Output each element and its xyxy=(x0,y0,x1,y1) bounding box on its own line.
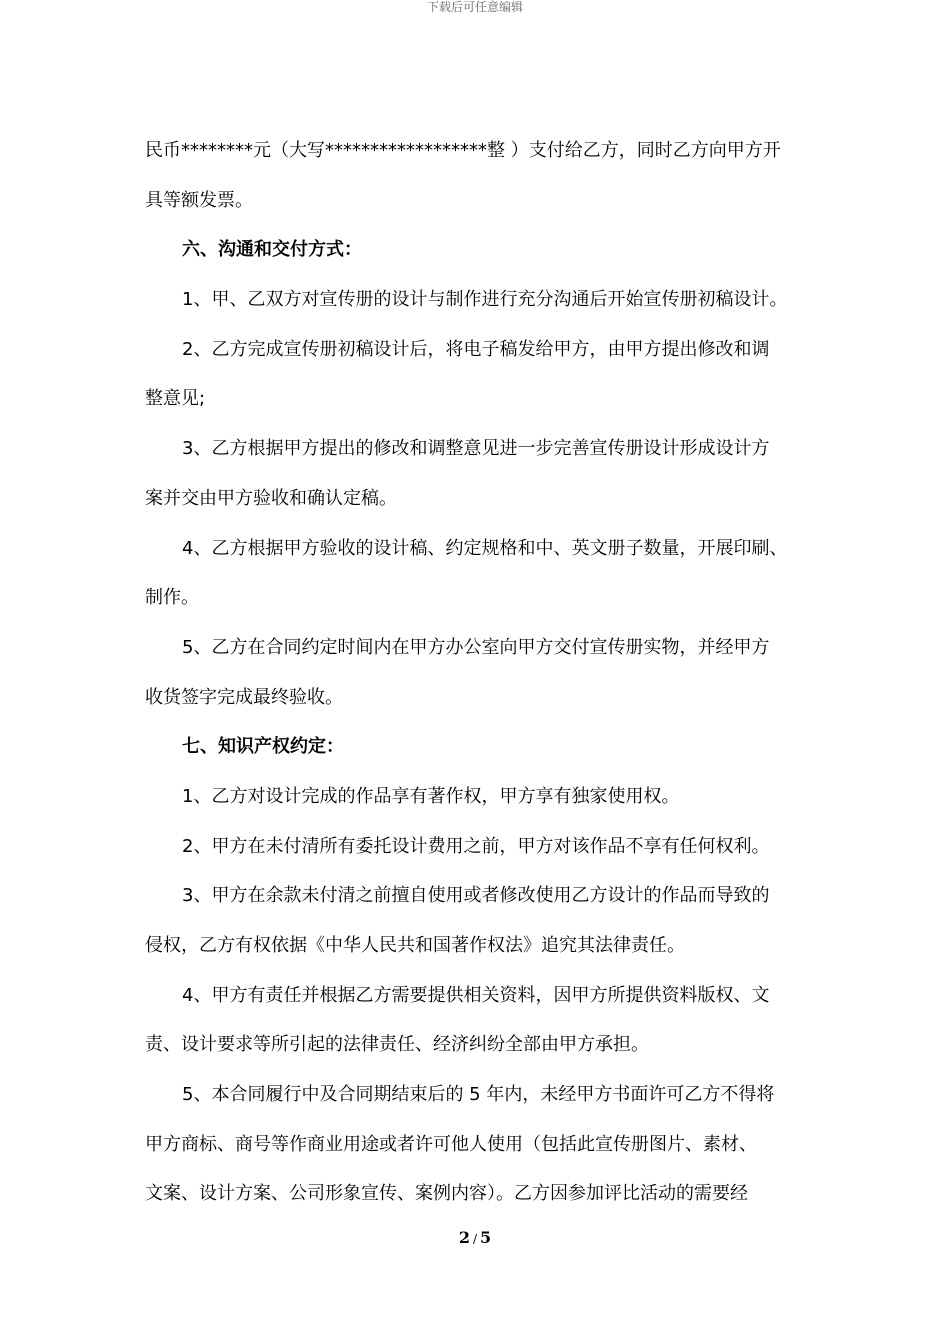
total-pages: 5 xyxy=(480,1228,492,1247)
paragraph-line: 文案、设计方案、公司形象宣传、案例内容）。乙方因参加评比活动的需要经 xyxy=(145,1183,748,1205)
paragraph-line: 2、乙方完成宣传册初稿设计后，将电子稿发给甲方，由甲方提出修改和调 xyxy=(182,338,770,360)
paragraph-line: 1、甲、乙双方对宣传册的设计与制作进行充分沟通后开始宣传册初稿设计。 xyxy=(182,289,788,311)
paragraph-line: 5、本合同履行中及合同期结束后的 5 年内，未经甲方书面许可乙方不得将 xyxy=(182,1084,775,1106)
paragraph-line: 收货签字完成最终验收。 xyxy=(145,686,343,708)
paragraph-line: 2、甲方在未付清所有委托设计费用之前，甲方对该作品不享有任何权利。 xyxy=(182,835,770,857)
paragraph-line: 侵权，乙方有权依据《中华人民共和国著作权法》追究其法律责任。 xyxy=(145,935,685,956)
section-heading-ip: 七、知识产权约定： xyxy=(182,736,344,758)
paragraph-line: 案并交由甲方验收和确认定稿。 xyxy=(145,487,397,509)
page-separator: / xyxy=(472,1232,478,1246)
paragraph-line: 制作。 xyxy=(145,587,199,609)
document-body xyxy=(145,126,825,1219)
paragraph-line: 3、甲方在余款未付清之前擅自使用或者修改使用乙方设计的作品而导致的 xyxy=(182,885,770,907)
paragraph-line: 5、乙方在合同约定时间内在甲方办公室向甲方交付宣传册实物，并经甲方 xyxy=(182,636,770,658)
section-heading-communication: 六、沟通和交付方式： xyxy=(182,239,362,261)
paragraph-line: 具等额发票。 xyxy=(145,189,253,211)
paragraph-line: 3、乙方根据甲方提出的修改和调整意见进一步完善宣传册设计形成设计方 xyxy=(182,438,770,460)
paragraph-line: 整意见; xyxy=(145,388,206,410)
download-note: 下载后可任意编辑 xyxy=(426,0,523,14)
current-page: 2 xyxy=(458,1228,470,1247)
paragraph-line: 责、设计要求等所引起的法律责任、经济纠纷全部由甲方承担。 xyxy=(145,1034,649,1056)
paragraph-line: 4、乙方根据甲方验收的设计稿、约定规格和中、英文册子数量，开展印刷、 xyxy=(182,537,788,559)
page-number xyxy=(0,1226,950,1251)
paragraph-line: 甲方商标、商号等作商业用途或者许可他人使用（包括此宣传册图片、素材、 xyxy=(145,1133,757,1155)
paragraph-line: 1、乙方对设计完成的作品享有著作权，甲方享有独家使用权。 xyxy=(182,785,680,807)
paragraph-line: 4、甲方有责任并根据乙方需要提供相关资料，因甲方所提供资料版权、文 xyxy=(182,984,770,1006)
paragraph-line: 民币********元（大写******************整 ）支付给乙方，同时乙方向甲方开 xyxy=(145,140,781,161)
